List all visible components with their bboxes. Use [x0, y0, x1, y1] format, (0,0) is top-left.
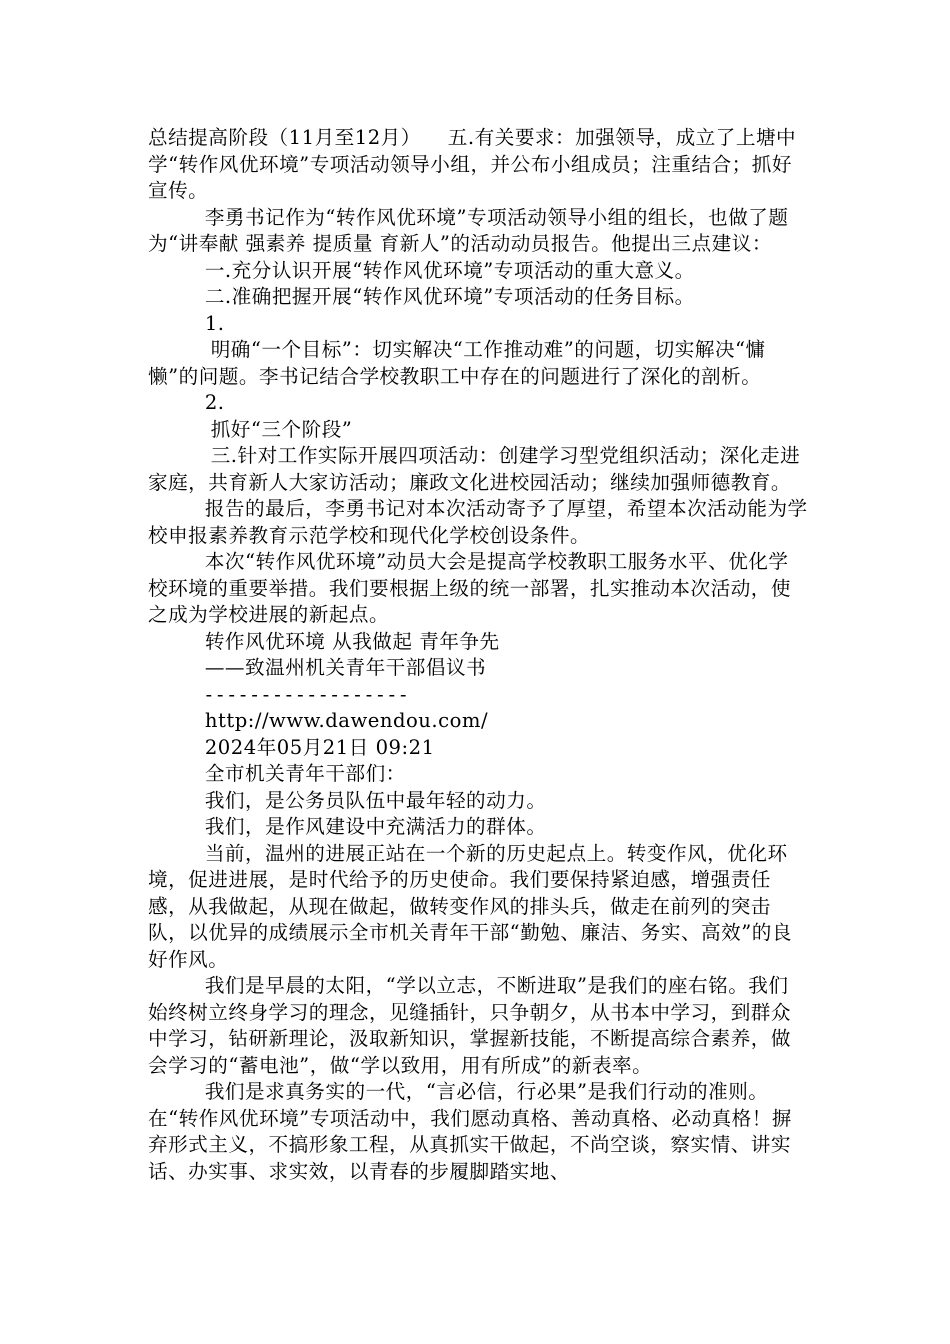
- publish-date: 2024年05月21日 09:21: [204, 735, 435, 759]
- paragraph-report-end: 报告的最后，李勇书记对本次活动寄予了厚望，希望本次活动能为学校申报素养教育示范学校和现代化学校创设条件。: [148, 497, 808, 547]
- list-number-2: 2.: [204, 391, 225, 414]
- article-title: 转作风优环境 从我做起 青年争先: [204, 629, 500, 653]
- paragraph-point-three: 三.针对工作实际开展四项活动：创建学习型党组织活动；深化走进家庭，共育新人大家访活动；廉政文化进校园活动；继续加强师德教育。: [148, 444, 801, 494]
- paragraph-youngest-force: 我们，是公务员队伍中最年轻的动力。: [204, 788, 547, 812]
- separator-line: ------------------: [203, 683, 409, 706]
- source-url: http://www.dawendou.com/: [204, 709, 489, 732]
- article-subtitle: ——致温州机关青年干部倡议书: [204, 656, 487, 679]
- paragraph-point-one: 一.充分认识开展“转作风优环境”专项活动的重大意义。: [204, 258, 695, 282]
- paragraph-summary-phase: 总结提高阶段（11月至12月） 五.有关要求：加强领导，成立了上塘中学“转作风优环境”专项活动领导小组，并公布小组成员；注重结合；抓好宣传。: [148, 126, 797, 202]
- salutation: 全市机关青年干部们：: [204, 762, 406, 785]
- document-body: [148, 125, 808, 1185]
- paragraph-morning-sun: 我们是早晨的太阳，“学以立志，不断进取”是我们的座右铭。我们始终树立终身学习的理念，见缝插针，只争朝夕，从书本中学习，到群众中学习，钻研新理论，汲取新知识，掌握新技能，不断提高综合素养，做会学习的“蓄电池”，做“学以致用，用有所成”的新表率。: [148, 974, 791, 1077]
- paragraph-meeting-summary: 本次“转作风优环境”动员大会是提高学校教职工服务水平、优化学校环境的重要举措。我们要根据上级的统一部署，扎实推动本次活动，使之成为学校进展的新起点。: [148, 550, 791, 626]
- paragraph-one-goal: 明确“一个目标”：切实解决“工作推动难”的问题，切实解决“慵懒”的问题。李书记结合学校教职工中存在的问题进行了深化的剖析。: [148, 338, 766, 388]
- list-number-1: 1.: [204, 311, 225, 335]
- paragraph-vibrant-group: 我们，是作风建设中充满活力的群体。: [204, 815, 547, 838]
- paragraph-pragmatic-generation: 我们是求真务实的一代，“言必信，行必果”是我们行动的准则。在“转作风优环境”专项活动中，我们愿动真格、善动真格、必动真格！摒弃形式主义，不搞形象工程，从真抓实干做起，不尚空谈，察实情、讲实话、办实事、求实效，以青春的步履脚踏实地、: [148, 1080, 792, 1183]
- paragraph-current-situation: 当前，温州的进展正站在一个新的历史起点上。转变作风，优化环境，促进进展，是时代给予的历史使命。我们要保持紧迫感，增强责任感，从我做起，从现在做起，做转变作风的排头兵，做走在前列的突击队，以优异的成绩展示全市机关青年干部“勤勉、廉洁、务实、高效”的良好作风。: [148, 841, 792, 971]
- paragraph-point-two: 二.准确把握开展“转作风优环境”专项活动的任务目标。: [204, 285, 695, 308]
- paragraph-secretary-report: 李勇书记作为“转作风优环境”专项活动领导小组的组长，也做了题为“讲奉献 强素养 提质量 育新人”的活动动员报告。他提出三点建议：: [148, 205, 789, 255]
- paragraph-three-phases: 抓好“三个阶段”: [210, 417, 353, 441]
